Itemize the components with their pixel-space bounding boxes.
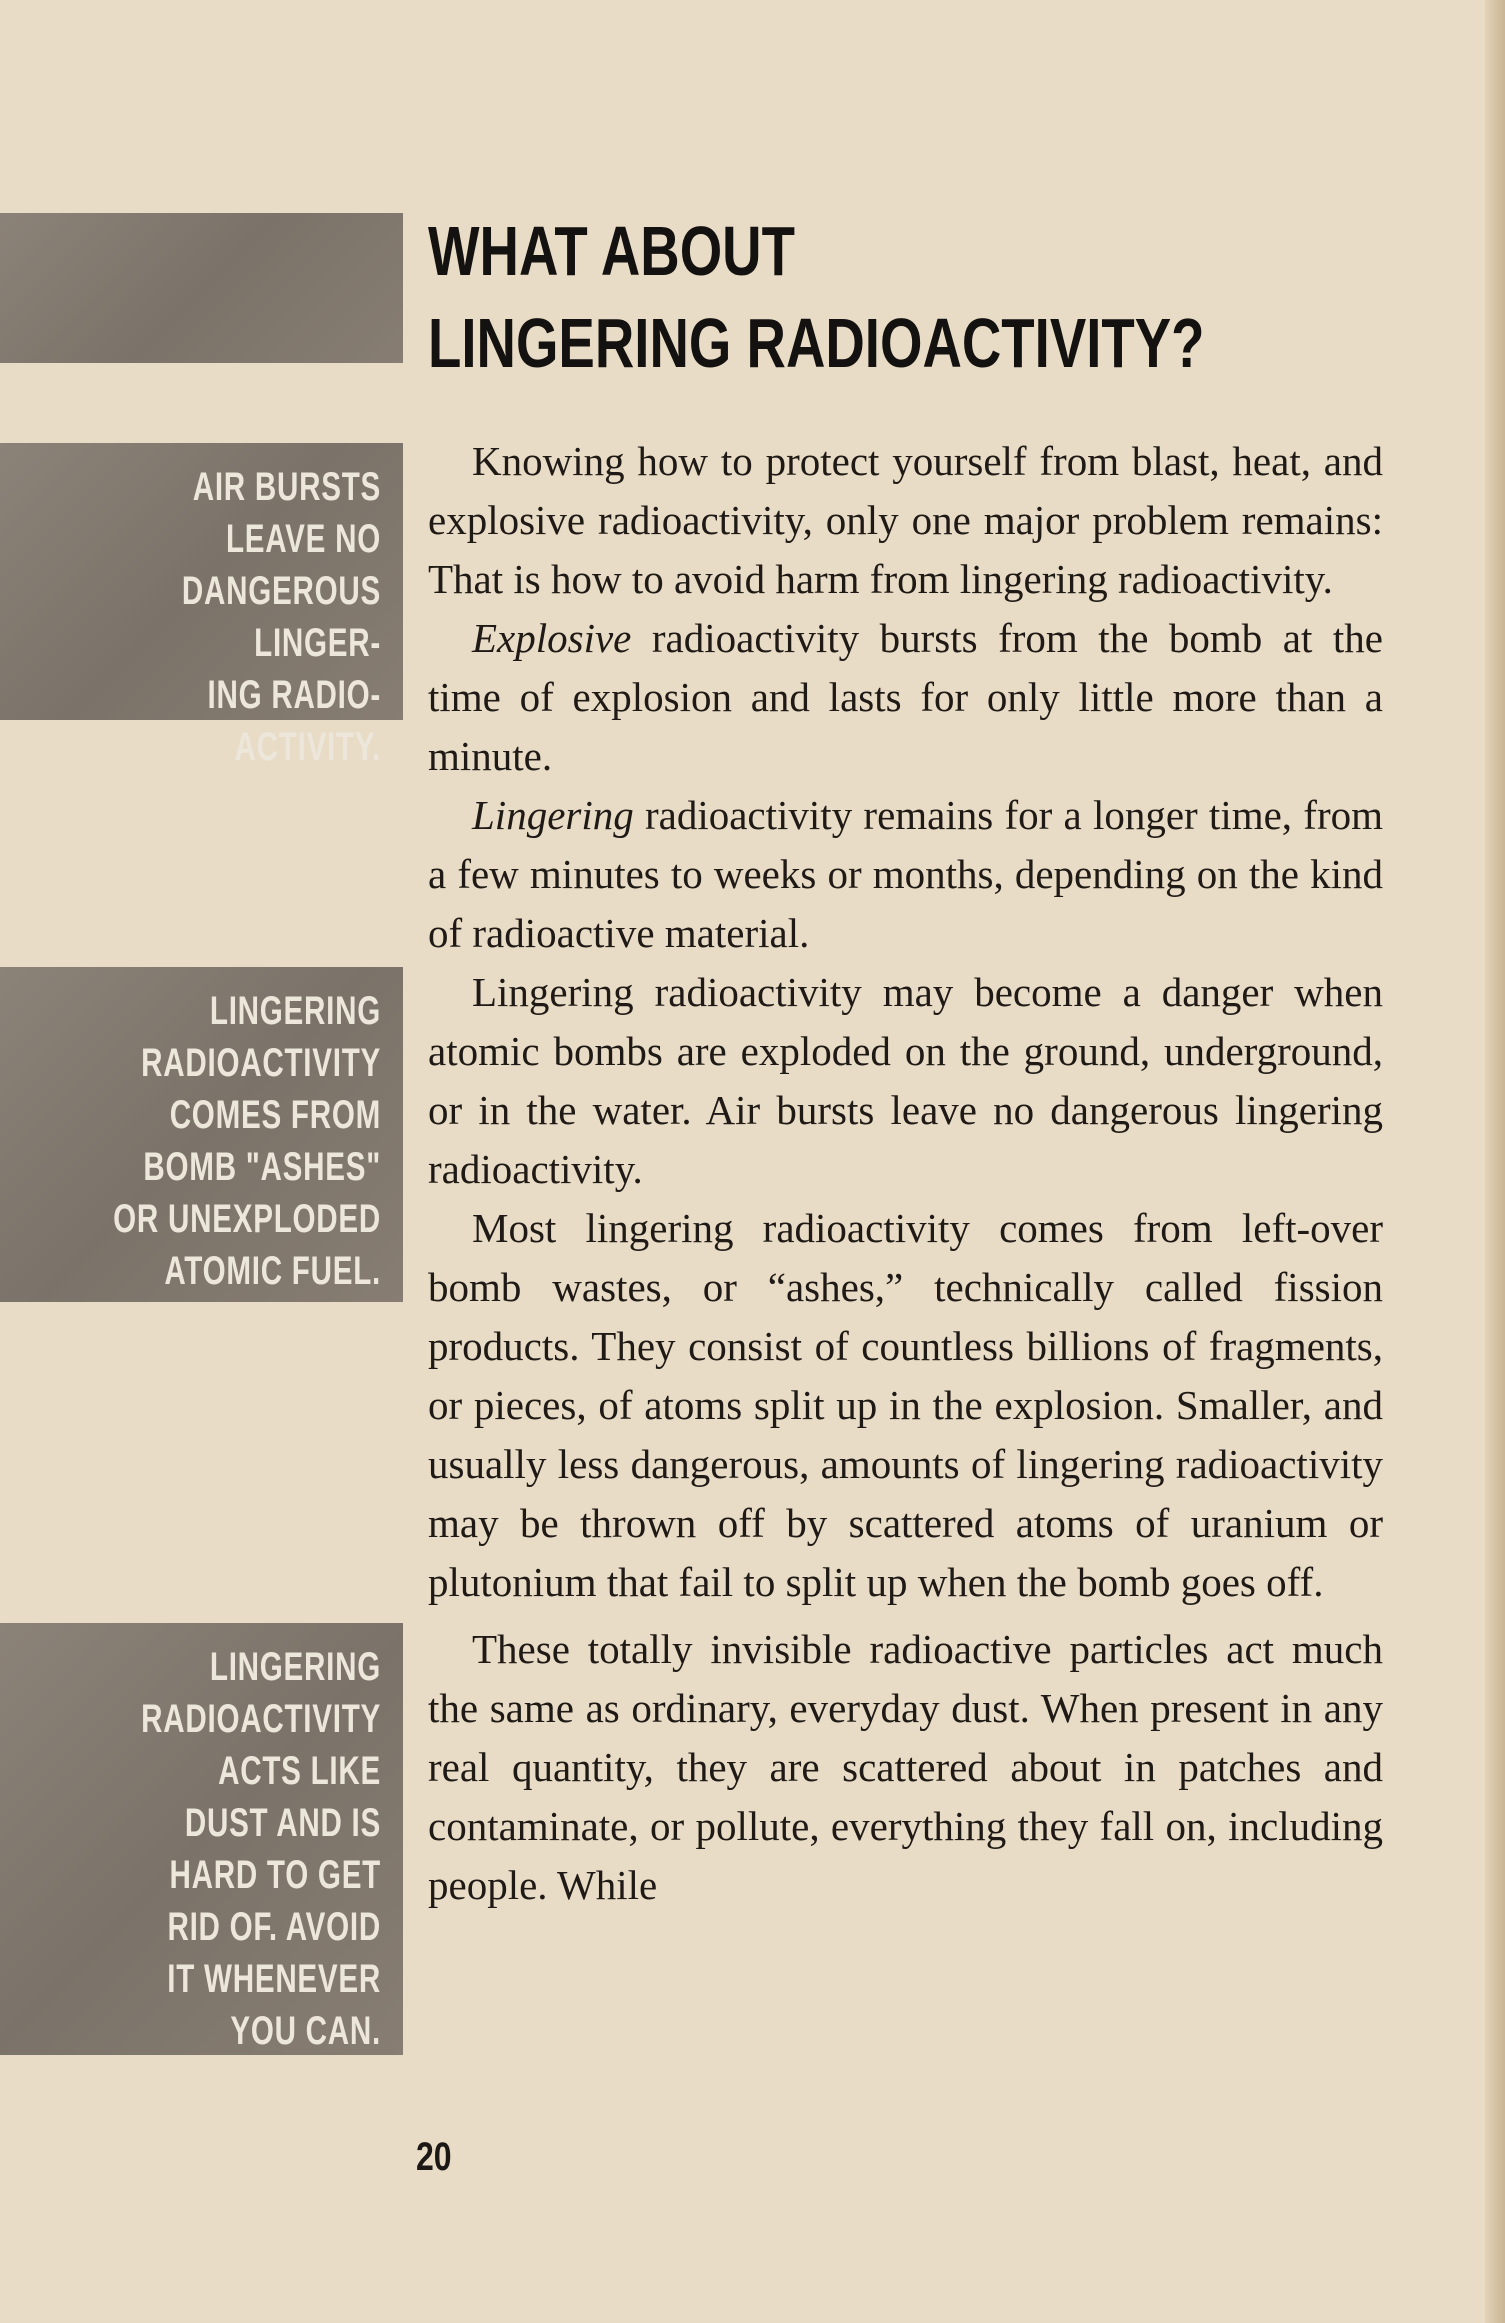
body-text <box>428 432 1383 1915</box>
sidebar-box-blank <box>0 213 403 363</box>
paragraph-2: Explosive radioactivity bursts from the bomb at the time of explosion and lasts for only little more than a minute. <box>428 615 1383 779</box>
sidebar-note-air-bursts: AIR BURSTS LEAVE NO DANGEROUS LINGER- ING RADIO- ACTIVITY. <box>181 465 381 769</box>
sidebar-note-lingering-dust: LINGERING RADIOACTIVITY ACTS LIKE DUST AND IS HARD TO GET RID OF. AVOID IT WHENEVER YOU CAN. <box>141 1645 381 2053</box>
page-number: 20 <box>416 2135 452 2179</box>
page-title <box>428 205 1205 389</box>
paragraph-1: Knowing how to protect yourself from blast, heat, and explosive radioactivity, only one major problem remains: That is how to avoid harm from lingering radioactivity. <box>428 438 1383 602</box>
sidebar-box-air-bursts <box>0 443 403 769</box>
paragraph-6: These totally invisible radioactive particles act much the same as ordinary, everyday dust. When present in any real quantity, they are scattered about in patches and contaminate, or pollute, everything they fall on, including people. While <box>428 1626 1383 1908</box>
paragraph-5: Most lingering radioactivity comes from left-over bomb wastes, or “ashes,” technically called fission products. They consist of countless billions of fragments, or pieces, of atoms split up in the explosion. Smaller, and usually less dangerous, amounts of lingering radioactivity may be thrown off by scattered atoms of uranium or plutonium that fail to split up when the bomb goes off. <box>428 1205 1383 1605</box>
sidebar-box-lingering-source <box>0 967 403 1302</box>
title-line-1: WHAT ABOUT <box>428 212 795 290</box>
sidebar-note-lingering-source: LINGERING RADIOACTIVITY COMES FROM BOMB "ASHES" OR UNEXPLODED ATOMIC FUEL. <box>113 989 381 1293</box>
paragraph-3: Lingering radioactivity remains for a longer time, from a few minutes to weeks or months, depending on the kind of radioactive material. <box>428 792 1383 956</box>
paragraph-4: Lingering radioactivity may become a danger when atomic bombs are exploded on the ground, underground, or in the water. Air bursts leave no dangerous lingering radioactivity. <box>428 969 1383 1192</box>
sidebar-box-lingering-dust <box>0 1623 403 2055</box>
page-edge <box>1485 0 1505 2323</box>
title-line-2: LINGERING RADIOACTIVITY? <box>428 304 1205 382</box>
